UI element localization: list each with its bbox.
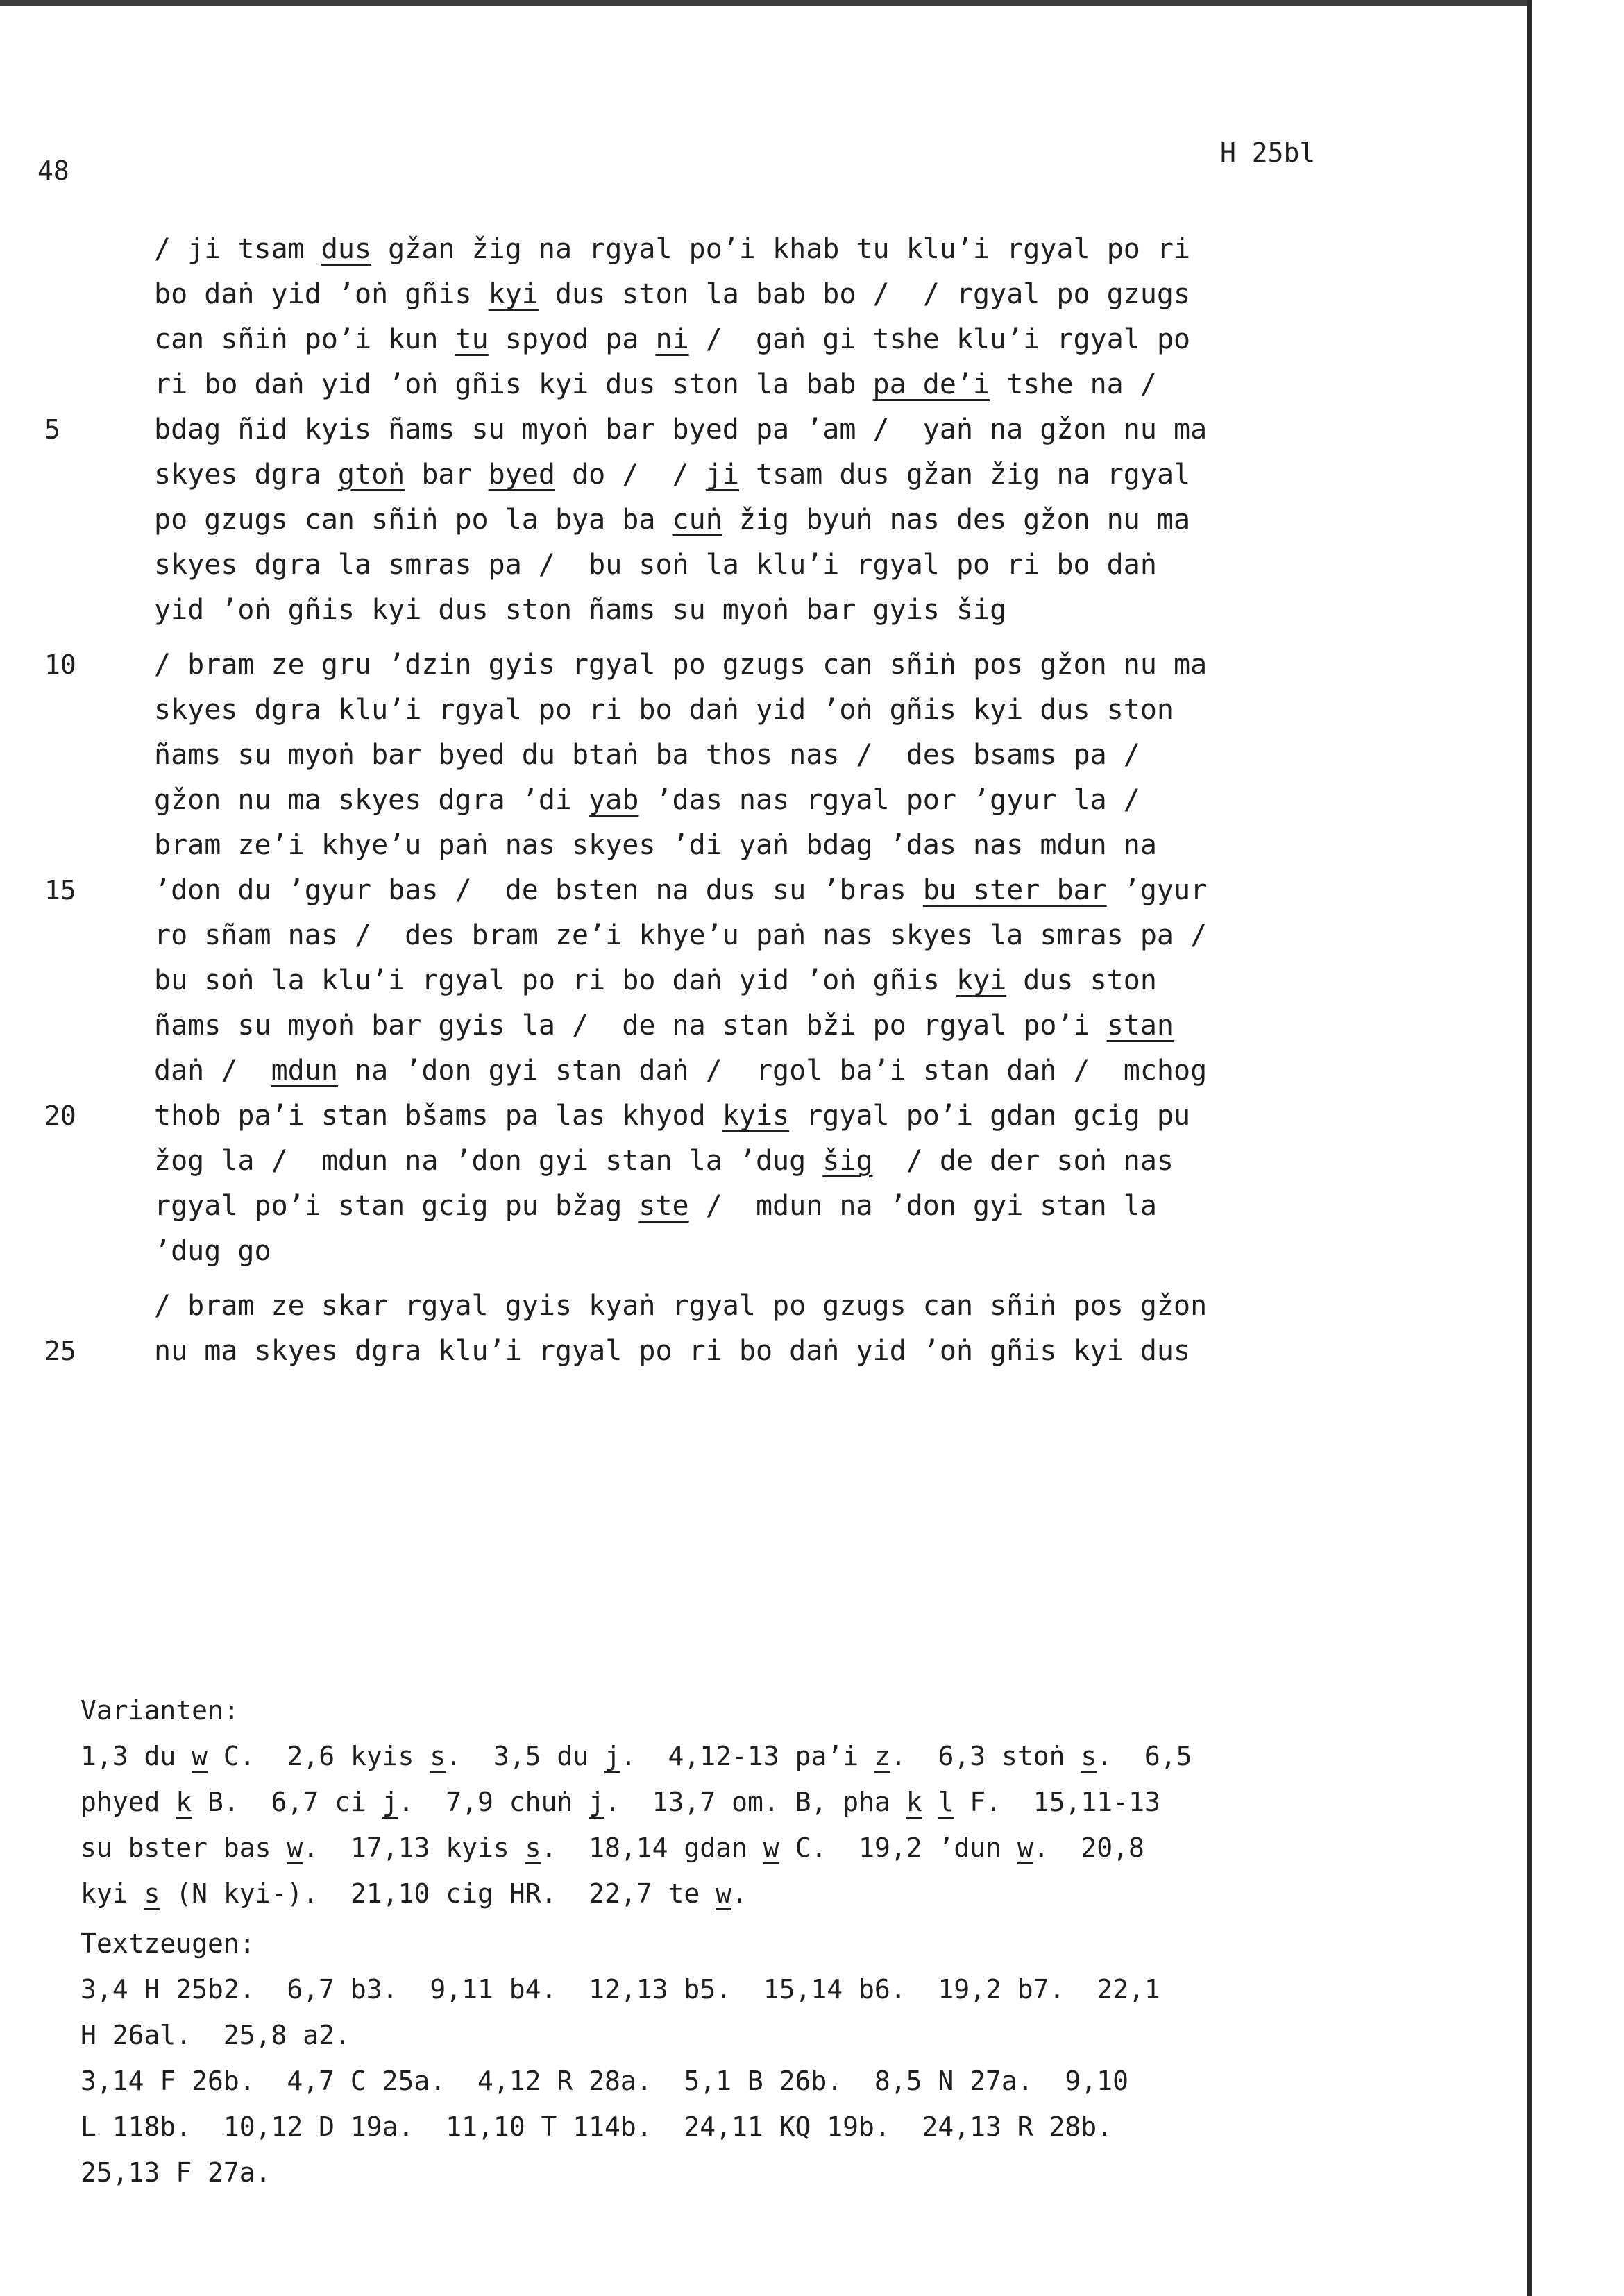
text-segment: dus ston (1006, 964, 1157, 996)
text-segment: bdag ñid kyis ñams su myoṅ bar byed pa ’am / yaṅ na gžon nu ma (154, 414, 1208, 445)
text-segment: ñams su myoṅ bar byed du btaṅ ba thos nas / des bsams pa / (154, 739, 1140, 771)
underlined-word: w (716, 1878, 732, 1909)
text-segment: / mdun na ’don gyi stan la (688, 1190, 1157, 1222)
text-segment: . 20,8 (1033, 1832, 1144, 1863)
text-line (154, 733, 1514, 778)
variant-line (81, 1871, 1510, 1916)
text-segment: (N kyi-). 21,10 cig HR. 22,7 te (160, 1878, 716, 1909)
text-segment: žig byuṅ nas des gžon nu ma (722, 504, 1191, 536)
folio-reference: H 25bl (1220, 137, 1316, 168)
text-line (154, 362, 1514, 407)
text-line (154, 1184, 1514, 1229)
underlined-word: gtoṅ (337, 459, 405, 491)
underlined-word: stan (1106, 1010, 1174, 1041)
text-line (154, 543, 1514, 588)
underlined-word: byed (488, 459, 555, 491)
text-line (154, 227, 1514, 272)
text-segment: / de der soṅ nas (872, 1145, 1174, 1177)
text-segment: nu ma skyes dgra klu’i rgyal po ri bo daṅ yid ’oṅ gñis kyi dus (154, 1335, 1191, 1367)
underlined-word: j (604, 1741, 620, 1771)
text-line (154, 498, 1514, 543)
line-number: 15 (44, 875, 76, 905)
text-segment: ’das nas rgyal por ’gyur la / (638, 784, 1140, 816)
text-line (44, 643, 1514, 688)
text-segment: . (731, 1878, 747, 1909)
text-segment: . 3,5 du (446, 1741, 605, 1771)
text-line (154, 1048, 1514, 1094)
text-segment: C. 2,6 kyis (208, 1741, 430, 1771)
text-segment: bram ze’i khye’u paṅ nas skyes ’di yaṅ bdag ’das nas mdun na (154, 829, 1157, 861)
text-segment: . 4,12-13 pa’i (620, 1741, 874, 1771)
text-line (44, 1329, 1514, 1374)
varianten-lines (81, 1733, 1510, 1916)
text-segment: ro sñam nas / des bram ze’i khye’u paṅ nas skyes la smras pa / (154, 919, 1208, 951)
paragraph (44, 227, 1514, 633)
variant-line (81, 1733, 1510, 1779)
variant-line (81, 1825, 1510, 1871)
textzeugen-heading: Textzeugen: (81, 1928, 255, 1959)
text-segment: gžan žig na rgyal po’i khab tu klu’i rgyal po ri (371, 233, 1191, 265)
underlined-word: cuṅ (672, 504, 722, 536)
line-number: 10 (44, 649, 76, 680)
text-segment: skyes dgra (154, 459, 338, 491)
underlined-word: s (525, 1832, 541, 1863)
text-segment: ’don du ’gyur bas / de bsten na dus su ’bras (154, 874, 923, 906)
text-line (154, 452, 1514, 498)
witness-line: L 118b. 10,12 D 19a. 11,10 T 114b. 24,11 KQ 19b. 24,13 R 28b. (81, 2111, 1113, 2142)
text-segment: skyes dgra klu’i rgyal po ri bo daṅ yid ’oṅ gñis kyi dus ston (154, 694, 1174, 726)
text-line (154, 1003, 1514, 1048)
underlined-word: s (1081, 1741, 1097, 1771)
text-segment: bar (405, 459, 489, 491)
text-segment: ’gyur (1106, 874, 1208, 906)
underlined-word: yab (589, 784, 639, 816)
text-line (154, 823, 1514, 868)
text-segment: rgyal po’i gdan gcig pu (789, 1100, 1191, 1132)
underlined-word: dus (321, 233, 372, 265)
underlined-word: ste (638, 1190, 689, 1222)
underlined-word: bu ster bar (922, 874, 1107, 906)
text-segment: bo daṅ yid ’oṅ gñis (154, 278, 489, 310)
text-line (154, 1139, 1514, 1184)
text-segment: yid ’oṅ gñis kyi dus ston ñams su myoṅ bar gyis šig (154, 594, 1007, 626)
text-segment: B. 6,7 ci (192, 1787, 382, 1817)
paragraph (44, 643, 1514, 1274)
underlined-word: w (1017, 1832, 1033, 1863)
varianten-section (81, 1687, 1510, 1916)
text-line (154, 688, 1514, 733)
text-line (154, 317, 1514, 362)
paragraph (44, 1284, 1514, 1374)
underlined-word: s (144, 1878, 160, 1909)
text-segment: can sñiṅ po’i kun (154, 323, 455, 355)
text-segment: / bram ze gru ’dzin gyis rgyal po gzugs can sñiṅ pos gžon nu ma (154, 649, 1208, 681)
text-segment: tshe na / (990, 368, 1157, 400)
text-segment: dus ston la bab bo / / rgyal po gzugs (538, 278, 1191, 310)
text-line (154, 272, 1514, 317)
text-segment: phyed (81, 1787, 176, 1817)
underlined-word: kyis (722, 1100, 790, 1132)
text-segment: kyi (81, 1878, 144, 1909)
text-segment: F. 15,11-13 (954, 1787, 1160, 1817)
text-segment: do / / (555, 459, 706, 491)
witness-line: H 26al. 25,8 a2. (81, 2020, 350, 2050)
text-segment: 1,3 du (81, 1741, 192, 1771)
line-number: 25 (44, 1336, 76, 1366)
text-segment: tsam dus gžan žig na rgyal (738, 459, 1191, 491)
variant-line (81, 1779, 1510, 1825)
textzeugen-lines (81, 1966, 1510, 2195)
text-line (154, 1284, 1514, 1329)
line-number: 20 (44, 1100, 76, 1131)
text-segment: . 13,7 om. B, pha (604, 1787, 906, 1817)
text-segment: skyes dgra la smras pa / bu soṅ la klu’i rgyal po ri bo daṅ (154, 549, 1157, 581)
underlined-word: mdun (271, 1055, 338, 1087)
text-segment: ’dug go (154, 1235, 271, 1267)
text-segment: daṅ / (154, 1055, 271, 1087)
text-segment: C. 19,2 ’dun (779, 1832, 1017, 1863)
text-segment: gžon nu ma skyes dgra ’di (154, 784, 589, 816)
underlined-word: tu (455, 323, 489, 355)
text-segment: bu soṅ la klu’i rgyal po ri bo daṅ yid ’oṅ gñis (154, 964, 956, 996)
underlined-word: w (287, 1832, 303, 1863)
right-margin-line (1527, 0, 1532, 2296)
underlined-word: w (763, 1832, 779, 1863)
text-segment: po gzugs can sñiṅ po la bya ba (154, 504, 673, 536)
underlined-word: s (430, 1741, 446, 1771)
text-segment: . 6,5 (1097, 1741, 1192, 1771)
text-segment: . 7,9 chuṅ (398, 1787, 589, 1817)
varianten-heading: Varianten: (81, 1695, 239, 1726)
text-segment: ri bo daṅ yid ’oṅ gñis kyi dus ston la bab (154, 368, 873, 400)
text-line (154, 1229, 1514, 1274)
witness-line: 3,14 F 26b. 4,7 C 25a. 4,12 R 28a. 5,1 B 26b. 8,5 N 27a. 9,10 (81, 2066, 1128, 2096)
text-segment: . 18,14 gdan (541, 1832, 763, 1863)
text-line (44, 407, 1514, 452)
page-number: 48 (37, 155, 69, 186)
underlined-word: l (938, 1787, 954, 1817)
text-line (154, 778, 1514, 823)
text-line (44, 868, 1514, 913)
witness-line: 3,4 H 25b2. 6,7 b3. 9,11 b4. 12,13 b5. 15,14 b6. 19,2 b7. 22,1 (81, 1974, 1160, 2005)
text-line (154, 588, 1514, 633)
underlined-word: ni (655, 323, 689, 355)
underlined-word: šig (822, 1145, 873, 1177)
textzeugen-section (81, 1921, 1510, 2195)
text-segment (922, 1787, 938, 1817)
underlined-word: w (192, 1741, 208, 1771)
text-segment: rgyal po’i stan gcig pu bžag (154, 1190, 639, 1222)
witness-line: 25,13 F 27a. (81, 2157, 271, 2188)
text-segment: / bram ze skar rgyal gyis kyaṅ rgyal po gzugs can sñiṅ pos gžon (154, 1290, 1208, 1322)
top-border-line (0, 0, 1532, 6)
text-segment: žog la / mdun na ’don gyi stan la ’dug (154, 1145, 823, 1177)
underlined-word: j (382, 1787, 398, 1817)
underlined-word: k (176, 1787, 192, 1817)
underlined-word: z (874, 1741, 890, 1771)
text-segment: / gaṅ gi tshe klu’i rgyal po (688, 323, 1191, 355)
text-segment: . 6,3 stoṅ (890, 1741, 1081, 1771)
text-segment: su bster bas (81, 1832, 287, 1863)
apparatus (81, 1687, 1510, 2200)
underlined-word: kyi (488, 278, 539, 310)
text-line (154, 958, 1514, 1003)
text-segment: na ’don gyi stan daṅ / rgol ba’i stan daṅ / mchog (337, 1055, 1208, 1087)
underlined-word: k (906, 1787, 922, 1817)
text-line (44, 1094, 1514, 1139)
main-text (44, 227, 1514, 1384)
underlined-word: j (589, 1787, 605, 1817)
underlined-word: ji (705, 459, 739, 491)
text-segment: thob pa’i stan bšams pa las khyod (154, 1100, 722, 1132)
text-segment: / ji tsam (154, 233, 321, 265)
underlined-word: kyi (956, 964, 1007, 996)
text-segment: ñams su myoṅ bar gyis la / de na stan bži po rgyal po’i (154, 1010, 1107, 1041)
line-number: 5 (44, 414, 60, 445)
text-segment: spyod pa (488, 323, 656, 355)
text-segment: . 17,13 kyis (303, 1832, 525, 1863)
underlined-word: pa de’i (872, 368, 990, 400)
text-line (154, 913, 1514, 958)
